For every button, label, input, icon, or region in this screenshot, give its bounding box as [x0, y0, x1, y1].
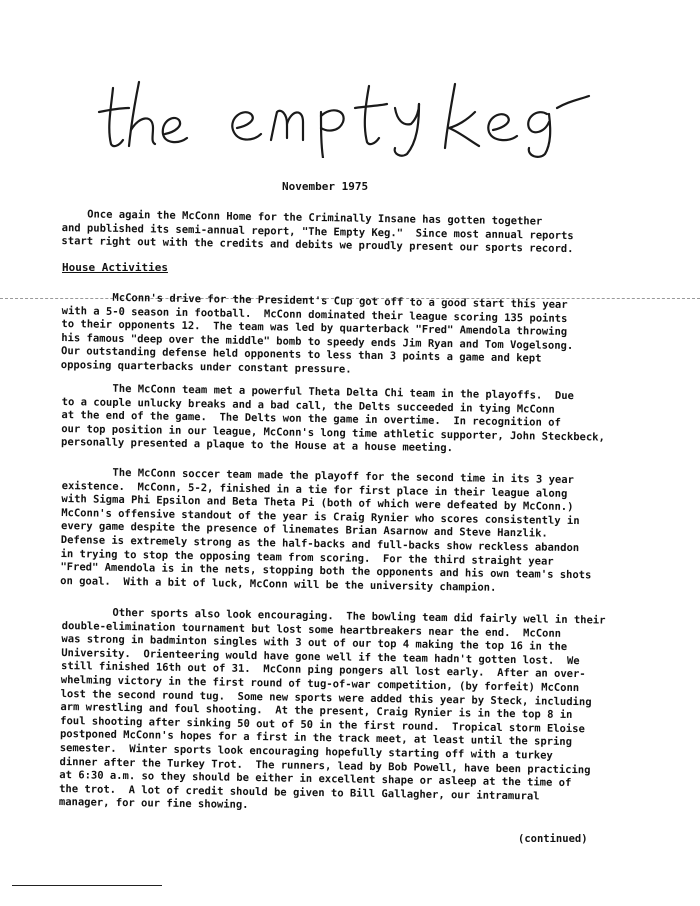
- other-sports-paragraph: Other sports also look encouraging. The bowling team did fairly well in their double-elimination tournament but lost some heartbreakers near the end. McConn was strong in badminton singles with 3 out of our top 4 making the top 16 in the University. Orienteering would have gone well if the team hadn't gotten lost. We still finished 16th out of 31. McConn ping pongers all lost early. After an over- whelming victory in the first round of tug-of-war competition, (by forfeit) McConn lost the second round tug. Some new sports were added this year by Steck, including arm wrestling and foul shooting. At the present, Craig Rynier is in the top 8 in foul shooting after sinking 50 out of 50 in the first round. Tropical storm Eloise postponed McConn's hopes for a first in the track meet, at least until the spring semester. Winter sports look encouraging hopefully starting off with a turkey dinner after the Turkey Trot. The runners, lead by Bob Powell, have been practicing at 6:30 a.m. so they should be either in excellent shape or asleep at the time of the trot. A lot of credit should be given to Bill Gallagher, our intramural manager, for our fine showing.: [58, 606, 606, 812]
- intro-paragraph: Once again the McConn Home for the Criminally Insane has gotten together and published its semi-annual report, "The Empty Keg." Since most annual reports start right out with the credits and debits we proudly present our sports record.: [61, 208, 574, 256]
- masthead-handwritten-title: [95, 78, 595, 158]
- soccer-paragraph: The McConn soccer team made the playoff for the second time in its 3 year existence. McConn, 5-2, finished in a tie for first place in their league along with Sigma Phi Epsilon and Beta Theta Pi (both of which were defeated by McConn.) McConn's offensive standout of the year is Craig Rynier who scores consistently in every game despite the presence of linemates Brian Asarnow and Steve Hanzlik. Defense is extremely strong as the half-backs and full-backs show reckless abandon in trying to stop the opposing team from scoring. For the third straight year "Fred" Amendola is in the nets, stopping both the opponents and his own team's shots on goal. With a bit of luck, McConn will be the university champion.: [60, 466, 592, 594]
- handwritten-title-graphic: [95, 78, 595, 158]
- playoffs-paragraph: The McConn team met a powerful Theta Delta Chi team in the playoffs. Due to a couple unlucky breaks and a bad call, the Delts succeeded in tying McConn at the end of the game. The Delts won the game in overtime. In recognition of our top position in our league, McConn's long time athletic supporter, John Steckbeck, personally presented a plaque to the House at a house meeting.: [60, 382, 605, 455]
- continued-note: (continued): [518, 833, 588, 845]
- footer-rule: [12, 885, 162, 886]
- football-paragraph: McConn's drive for the President's Cup got off to a good start this year with a 5-0 season in football. McConn dominated their league scoring 135 points to their opponents 12. The team was led by quarterback "Fred" Amendola throwing his famous "deep over the middle" bomb to speedy ends Jim Ryan and Tom Vogelsong. Our outstanding defense held opponents to less than 3 points a game and kept opposing quarterbacks under constant pressure.: [60, 291, 574, 376]
- section-heading-house-activities: House Activities: [62, 261, 168, 274]
- issue-date: November 1975: [282, 180, 369, 193]
